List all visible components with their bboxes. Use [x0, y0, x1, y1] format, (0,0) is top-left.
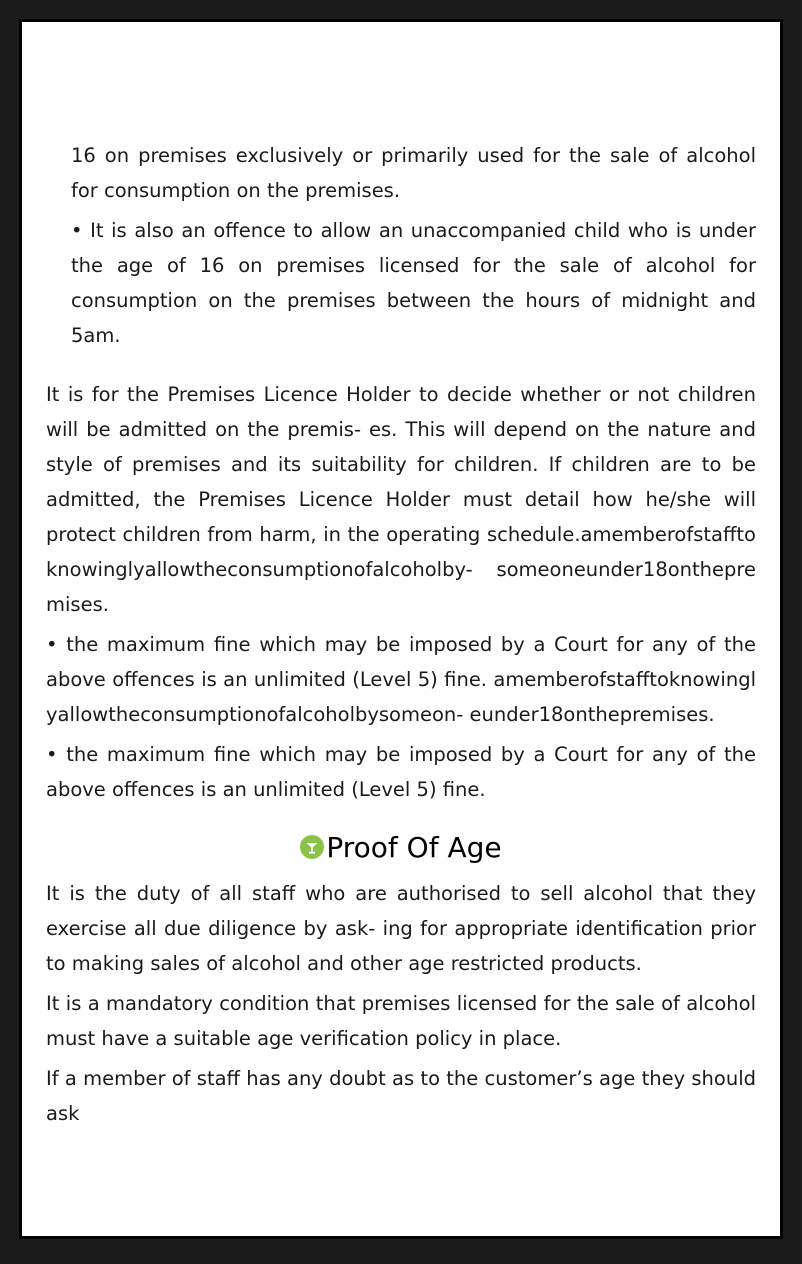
maximum-fine-text: • the maximum fine which may be imposed by a Court for any of the above offences is an unlimited (Level 5) fine.: [46, 633, 756, 691]
paragraph-mandatory-condition: It is a mandatory condition that premises licensed for the sale of alcohol must have a suitable age verification policy in place.: [46, 992, 756, 1050]
paragraph-duty-of-staff: It is the duty of all staff who are authorised to sell alcohol that they exercise all due diligence by ask- ing for appropriate identification prior to making sales of alcohol and other age restricted products.: [46, 882, 756, 975]
paragraph-continuation: 16 on premises exclusively or primarily used for the sale of alcohol for consumption on the premises.: [71, 144, 756, 202]
section-heading-proof-of-age: [46, 824, 756, 872]
bullet-maximum-fine-1: [46, 627, 756, 732]
cocktail-glass-icon: [300, 835, 324, 859]
paragraph-doubt-age: If a member of staff has any doubt as to the customer’s age they should ask: [46, 1067, 756, 1125]
bullet-maximum-fine-2: • the maximum fine which may be imposed by a Court for any of the above offences is an unlimited (Level 5) fine.: [46, 743, 756, 801]
premises-licence-text-merged: schedule.amemberofstafftoknowinglyallowtheconsumptionofalcoholby- someoneunder18onthepremises.: [46, 523, 756, 616]
page-content: [46, 138, 756, 1136]
maximum-fine-text-merged: amemberofstafftoknowinglyallowtheconsumptionofalcoholbysomeon- eunder18onthepremises.: [46, 668, 756, 726]
premises-licence-text: It is for the Premises Licence Holder to decide whether or not children will be admitted on the premis- es. This will depend on the nature and style of premises and its suitability for children. If children are to be admitted, the Premises Licence Holder must detail how he/she will protect children from harm, in the operating: [46, 383, 756, 546]
document-page: [19, 19, 783, 1239]
paragraph-premises-licence-holder: [46, 377, 756, 622]
heading-title: Proof Of Age: [326, 831, 502, 864]
bullet-unaccompanied-child: • It is also an offence to allow an unaccompanied child who is under the age of 16 on premises licensed for the sale of alcohol for consumption on the premises between the hours of midnight and 5am.: [71, 219, 756, 347]
